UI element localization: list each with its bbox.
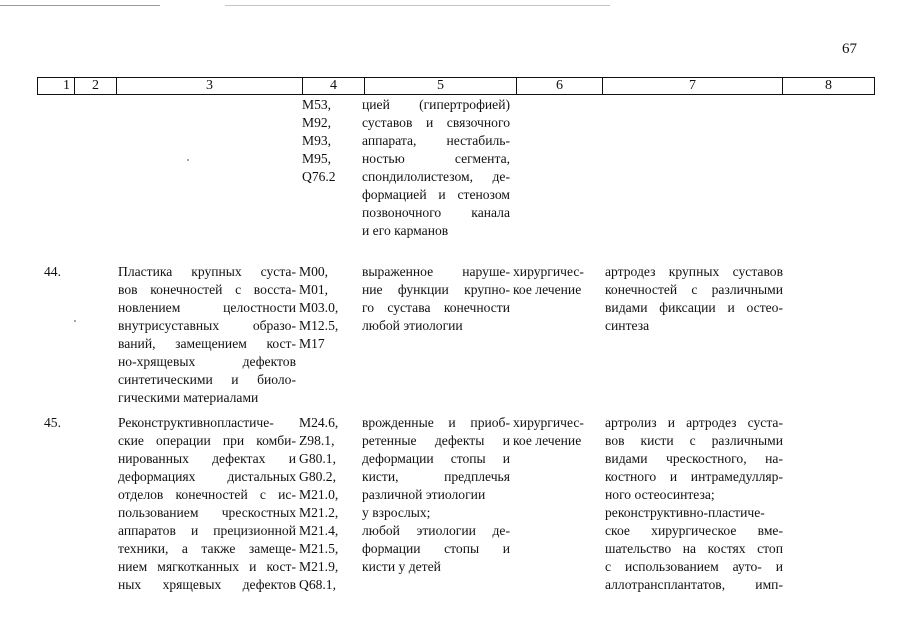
text-line: ретенные дефекты и [362, 433, 510, 448]
top-rule-left [0, 5, 160, 6]
text-line: отделов конечностей с ис- [118, 487, 296, 502]
scan-speck [74, 320, 76, 322]
text-line: внутрисуставных образо- [118, 318, 296, 333]
text-line: видами фиксации и остео- [605, 300, 783, 315]
text-line: аппаратов и прецизионной [118, 523, 296, 538]
code-line: M21.2, [299, 505, 339, 520]
text-line: выраженное наруше- [362, 264, 510, 279]
text-line: гическими материалами [118, 390, 259, 405]
text-line: спондилолистезом, де- [362, 169, 510, 184]
text-line: деформациях дистальных [118, 469, 296, 484]
text-line: кисти, предплечья [362, 469, 510, 484]
text-line: аллотрансплантатов, имп- [605, 577, 783, 592]
text-line: Реконструктивнопластиче- [118, 415, 274, 430]
text-line: кое лечение [513, 433, 582, 448]
row-44-method [605, 263, 783, 335]
code-line: M12.5, [299, 318, 339, 333]
text-line: костного и интрамедулляр- [605, 469, 783, 484]
row-44-number: 44. [44, 264, 61, 279]
text-line: кое лечение [513, 282, 582, 297]
text-line: нием мягкотканных и кост- [118, 559, 296, 574]
code-line: M03.0, [299, 300, 339, 315]
text-line: реконструктивно-пластиче- [605, 505, 765, 520]
text-line: но-хрящевых дефектов [118, 354, 296, 369]
text-line: шательство на костях стоп [605, 541, 783, 556]
code-line: M24.6, [299, 415, 339, 430]
continuation-indications [362, 96, 510, 240]
text-line: хирургичес- [513, 264, 584, 279]
column-header-table [37, 77, 875, 95]
text-line: вов конечностей с восста- [118, 282, 296, 297]
column-header-3: 3 [117, 78, 303, 95]
text-line: хирургичес- [513, 415, 584, 430]
text-line: любой этиологии де- [362, 523, 510, 538]
text-line: артродез крупных суставов [605, 264, 783, 279]
code-line: Z98.1, [299, 433, 335, 448]
code-line: Q76.2 [302, 169, 336, 184]
column-header-7: 7 [603, 78, 783, 95]
code-line: M21.5, [299, 541, 339, 556]
continuation-codes [302, 96, 362, 186]
code-line: M01, [299, 282, 329, 297]
scan-speck [187, 159, 189, 161]
code-line: M00, [299, 264, 329, 279]
column-header-2: 2 [75, 78, 117, 95]
code-line: G80.2, [299, 469, 337, 484]
text-line: ных хрящевых дефектов [118, 577, 296, 592]
text-line: ваний, замещением кост- [118, 336, 296, 351]
text-line: формацией и стенозом [362, 187, 510, 202]
row-45-number: 45. [44, 415, 61, 430]
row-44-treatment [513, 263, 599, 299]
page-number: 67 [842, 41, 857, 57]
row-44-codes [299, 263, 359, 353]
text-line: деформации стопы и [362, 451, 510, 466]
text-line: артролиз и артродез суста- [605, 415, 783, 430]
column-header-4: 4 [303, 78, 365, 95]
row-45-name [118, 414, 296, 594]
code-line: M21.9, [299, 559, 339, 574]
code-line: M93, [302, 133, 332, 148]
column-header-6: 6 [517, 78, 603, 95]
row-44-indications [362, 263, 510, 335]
code-line: M21.4, [299, 523, 339, 538]
row-45-treatment [513, 414, 599, 450]
text-line: ного остеосинтеза; [605, 487, 715, 502]
code-line: M92, [302, 115, 332, 130]
code-line: G80.1, [299, 451, 337, 466]
column-header-8: 8 [783, 78, 875, 95]
row-45-codes [299, 414, 359, 594]
text-line: ние функции крупно- [362, 282, 510, 297]
text-line: синтеза [605, 318, 650, 333]
text-line: конечностей с различными [605, 282, 783, 297]
top-rule-middle [225, 5, 610, 6]
text-line: видами чрескостного, на- [605, 451, 783, 466]
text-line: цией (гипертрофией) [362, 97, 510, 112]
text-line: ностью сегмента, [362, 151, 510, 166]
code-line: Q68.1, [299, 577, 337, 592]
text-line: новлением целостности [118, 300, 296, 315]
text-line: нированных дефектах и [118, 451, 296, 466]
text-line: любой этиологии [362, 318, 463, 333]
column-header-row [38, 78, 875, 95]
text-line: Пластика крупных суста- [118, 264, 296, 279]
code-line: M21.0, [299, 487, 339, 502]
column-header-5: 5 [365, 78, 517, 95]
text-line: позвоночного канала [362, 205, 510, 220]
text-line: формации стопы и [362, 541, 510, 556]
column-header-1: 1 [38, 78, 75, 95]
text-line: у взрослых; [362, 505, 431, 520]
code-line: M95, [302, 151, 332, 166]
row-45-method [605, 414, 783, 594]
text-line: вов кисти с различными [605, 433, 783, 448]
text-line: ские операции при комби- [118, 433, 296, 448]
text-line: го сустава конечности [362, 300, 510, 315]
text-line: врожденные и приоб- [362, 415, 510, 430]
row-45-indications [362, 414, 510, 576]
text-line: синтетическими и биоло- [118, 372, 296, 387]
text-line: пользованием чрескостных [118, 505, 296, 520]
row-44-name [118, 263, 296, 407]
text-line: техники, а также замеще- [118, 541, 296, 556]
text-line: аппарата, нестабиль- [362, 133, 510, 148]
text-line: суставов и связочного [362, 115, 510, 130]
text-line: с использованием ауто- и [605, 559, 783, 574]
code-line: M53, [302, 97, 332, 112]
text-line: ское хирургическое вме- [605, 523, 783, 538]
text-line: кисти у детей [362, 559, 441, 574]
text-line: различной этиологии [362, 487, 486, 502]
text-line: и его карманов [362, 223, 449, 238]
code-line: M17 [299, 336, 325, 351]
